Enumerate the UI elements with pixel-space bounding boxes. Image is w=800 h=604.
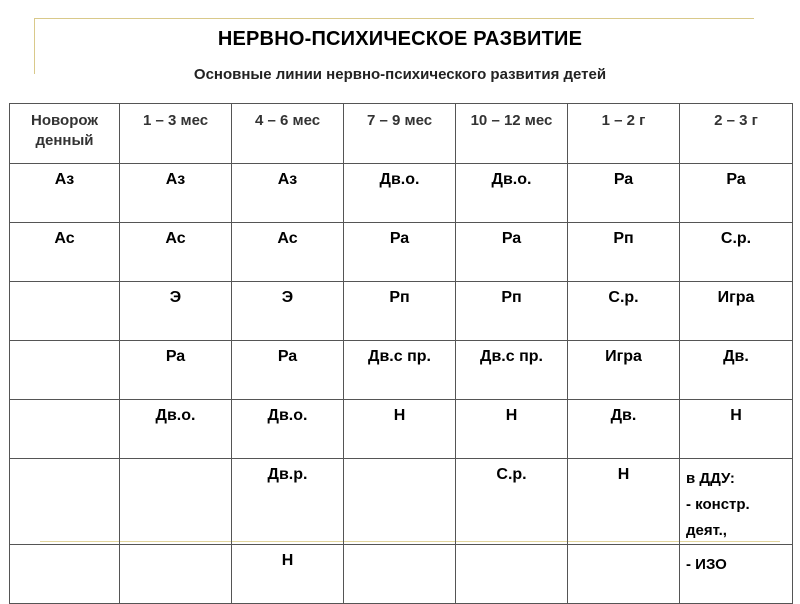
table-cell: Игра [680,282,793,341]
header-cell: 4 – 6 мес [232,104,344,164]
table-cell [10,459,120,545]
table-cell: Игра [568,341,680,400]
table-cell: Ра [456,223,568,282]
header-cell: 7 – 9 мес [344,104,456,164]
table-header-row [10,104,793,164]
table-cell: Рп [456,282,568,341]
table-cell: Ра [120,341,232,400]
development-table [9,103,793,604]
table-cell [10,282,120,341]
header-cell: 1 – 3 мес [120,104,232,164]
header-cell: 2 – 3 г [680,104,793,164]
note-line: - ИЗО [686,556,727,573]
table-cell [344,545,456,604]
table-cell: Дв.о. [456,164,568,223]
table-cell: Дв.р. [232,459,344,545]
table-cell: Н [456,400,568,459]
table-cell [568,545,680,604]
table-cell: Н [344,400,456,459]
table-cell: Дв.о. [344,164,456,223]
table-cell: Ра [680,164,793,223]
table-row [10,223,793,282]
table-cell: Дв.о. [232,400,344,459]
table-cell: Дв. [680,341,793,400]
table-cell: Ра [568,164,680,223]
table-cell: Ра [232,341,344,400]
page-title: НЕРВНО-ПСИХИЧЕСКОЕ РАЗВИТИЕ [217,28,583,50]
table-row [10,459,793,545]
table-cell [456,545,568,604]
table-cell: Аз [10,164,120,223]
table-cell: Н [680,400,793,459]
table-cell: Рп [568,223,680,282]
table-cell [10,341,120,400]
note-line: - констр. [686,496,750,513]
table-cell: С.р. [456,459,568,545]
table-cell: Рп [344,282,456,341]
table-cell: Н [568,459,680,545]
table-cell [10,400,120,459]
table-row [10,545,793,604]
table-row [10,164,793,223]
table-cell: Н [232,545,344,604]
decorative-frame-top [34,18,754,19]
header-cell: 10 – 12 мес [456,104,568,164]
table-cell: С.р. [680,223,793,282]
table-row [10,341,793,400]
table-cell: Дв.о. [120,400,232,459]
page-subtitle: Основные линии нервно-психического развития детей [193,66,607,83]
table-cell: Ас [10,223,120,282]
table-cell: Дв.с пр. [456,341,568,400]
table-cell [344,459,456,545]
table-cell: Ра [344,223,456,282]
table-cell: Э [120,282,232,341]
table-cell: Э [232,282,344,341]
table-cell: Ас [120,223,232,282]
note-line: в ДДУ: [686,470,735,487]
table-cell-note [680,459,793,545]
table-cell: С.р. [568,282,680,341]
table-row [10,282,793,341]
header-cell: Новорож денный [10,104,120,164]
table-cell [120,459,232,545]
table-cell: Аз [120,164,232,223]
table-cell: Дв.с пр. [344,341,456,400]
table-cell: Дв. [568,400,680,459]
table-cell-note [680,545,793,604]
table-row [10,400,793,459]
table-cell [120,545,232,604]
table-cell: Аз [232,164,344,223]
table-cell [10,545,120,604]
table-cell: Ас [232,223,344,282]
header-cell: 1 – 2 г [568,104,680,164]
note-line: деят., [686,522,727,539]
